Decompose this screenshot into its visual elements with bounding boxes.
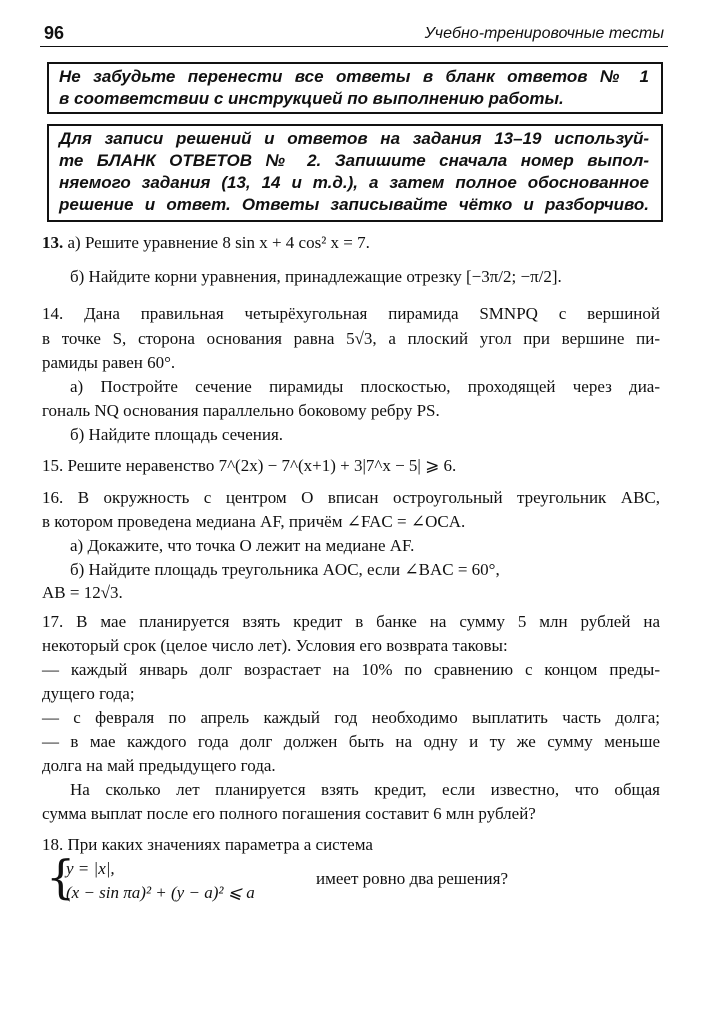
task-17-line: сумма выплат после его полного погашения составит 6 млн рублей? [42,804,536,823]
task-18-equation-1: y = |x|, [66,859,115,878]
task-14-line: а) Постройте сечение пирамиды плоскостью, проходящей через диа- [70,377,660,396]
task-17-line: — с февраля по апрель каждый год необходимо выплатить часть долга; [42,708,660,727]
task-13-a [42,232,370,254]
task-16-line: а) Докажите, что точка O лежит на медиане AF. [70,536,415,555]
task-14-line: 14. Дана правильная четырёхугольная пирамида SMNPQ с вершиной [42,304,660,323]
task-13-b-interval: [−3π/2; −π/2]. [465,267,562,286]
task-16-line: AB = 12√3. [42,583,123,602]
running-title: Учебно-тренировочные тесты [424,25,664,42]
task-17-line: 17. В мае планируется взять кредит в банке на сумму 5 млн рублей на [42,612,660,631]
task-13-b-text: б) Найдите корни уравнения, принадлежащие отрезку [70,267,462,286]
notice-box-answers-2 [47,124,663,222]
task-17-line: — в мае каждого года долг должен быть на одну и ту же сумму меньше [42,732,660,751]
system-brace: { [46,850,76,904]
task-number: 13. [42,233,64,252]
task-18-equation-2: (x − sin πa)² + (y − a)² ⩽ a [66,883,255,902]
notice-line: те БЛАНК ОТВЕТОВ № 2. Запишите сначала номер выпол- [59,151,649,170]
task-16-line: б) Найдите площадь треугольника AOC, если ∠BAC = 60°, [70,560,500,579]
task-18-intro: 18. При каких значениях параметра a система [42,835,373,854]
task-17-line: — каждый январь долг возрастает на 10% по сравнению с концом преды- [42,660,660,679]
task-18-tail: имеет ровно два решения? [316,869,508,888]
task-17-line: дущего года; [42,684,135,703]
task-16-line: 16. В окружность с центром O вписан остроугольный треугольник ABC, [42,488,660,507]
task-13-b [70,266,562,288]
page-number: 96 [44,23,65,43]
task-14-line: б) Найдите площадь сечения. [70,425,284,444]
notice-line: Для записи решений и ответов на задания 13–19 используй- [59,129,649,148]
page-header [40,22,668,47]
task-14-line: рамиды равен 60°. [42,353,176,372]
notice-line: Не забудьте перенести все ответы в бланк ответов № 1 [59,67,649,86]
task-17-line: некоторый срок (целое число лет). Условия его возврата таковы: [42,636,508,655]
notice-line: в соответствии с инструкцией по выполнению работы. [59,89,564,108]
task-13-a-text: а) Решите уравнение 8 sin x + 4 cos² x = 7. [67,233,370,252]
task-17-line: долга на май предыдущего года. [42,756,276,775]
task-14-line: в точке S, сторона основания равна 5√3, а плоский угол при вершине пи- [42,329,660,348]
notice-box-answers-1 [47,62,663,114]
notice-line: няемого задания (13, 14 и т.д.), а затем полное обоснованное [59,173,649,192]
task-16-line: в котором проведена медиана AF, причём ∠FAC = ∠OCA. [42,512,466,531]
notice-line: решение и ответ. Ответы записывайте чётко и разборчиво. [59,195,649,214]
task-15: 15. Решите неравенство 7^(2x) − 7^(x+1) + 3|7^x − 5| ⩾ 6. [42,456,457,475]
task-17-line: На сколько лет планируется взять кредит, если известно, что общая [70,780,660,799]
task-14-line: гональ NQ основания параллельно боковому ребру PS. [42,401,440,420]
